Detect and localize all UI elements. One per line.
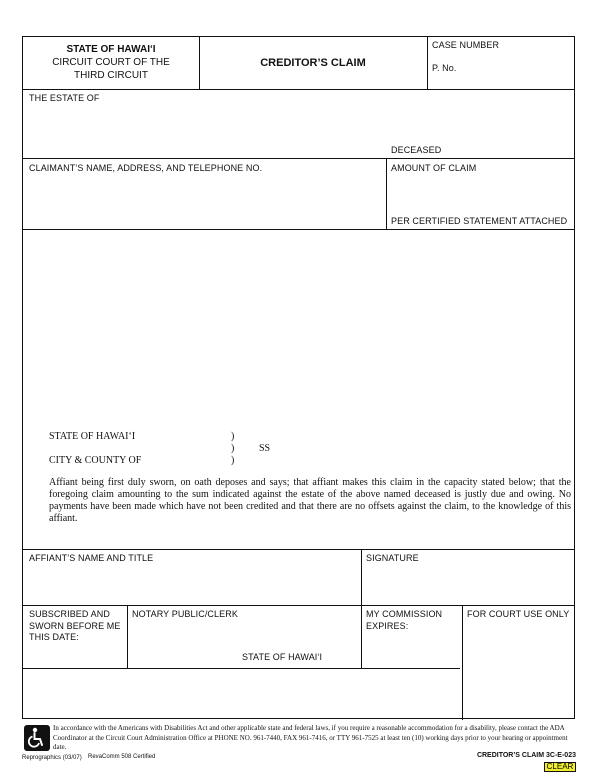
affidavit-paragraph: Affiant being first duly sworn, on oath deposes and says; that affiant makes this claim in the capacity stated below; that the foregoing claim amounting to the sum indicated against the estate of the above named deceased is justly due and owing. No payments have been made which have not been credited and that there are no offsets against the claim, to the knowledge of this affiant. [49, 477, 571, 524]
divider [386, 158, 387, 229]
divider [462, 605, 463, 720]
amount-of-claim-label: AMOUNT OF CLAIM [391, 163, 477, 173]
affiant-name-label: AFFIANT’S NAME AND TITLE [29, 553, 154, 563]
divider [127, 605, 128, 668]
deceased-label: DECEASED [391, 145, 442, 155]
signature-label: SIGNATURE [366, 553, 419, 563]
divider [23, 605, 574, 606]
notary-label: NOTARY PUBLIC/CLERK [132, 609, 238, 619]
clear-button[interactable]: CLEAR [544, 762, 576, 772]
estate-of-label: THE ESTATE OF [29, 93, 100, 103]
affidavit-county: CITY & COUNTY OF [49, 455, 142, 466]
case-number-field[interactable]: P. No. [432, 63, 457, 73]
divider [23, 549, 574, 550]
ss-label: SS [259, 443, 271, 454]
form-id: CREDITOR’S CLAIM 3C-E-023 [476, 752, 576, 759]
paren: ) [231, 443, 235, 454]
wheelchair-accessibility-icon [24, 725, 50, 751]
court-line-2: THIRD CIRCUIT [74, 70, 148, 81]
divider [23, 229, 574, 230]
commission-label: MY COMMISSION EXPIRES: [366, 609, 443, 631]
revacomm-label: RevaComm 508 Certified [88, 754, 156, 760]
subscribed-label: SUBSCRIBED AND SWORN BEFORE ME THIS DATE: [29, 609, 121, 642]
notary-state-label: STATE OF HAWAI‘I [242, 652, 323, 662]
court-header [23, 37, 199, 89]
divider [23, 158, 574, 159]
paren: ) [231, 455, 235, 466]
form-title-text: CREDITOR’S CLAIM [260, 57, 366, 69]
court-line-1: CIRCUIT COURT OF THE [52, 57, 170, 68]
reprographics-label: Reprographics (03/07) [22, 755, 82, 761]
per-certified-label: PER CERTIFIED STATEMENT ATTACHED [391, 216, 568, 226]
case-number-label: CASE NUMBER [432, 40, 500, 50]
court-use-label: FOR COURT USE ONLY [467, 609, 570, 619]
affidavit-state: STATE OF HAWAI‘I [49, 431, 136, 442]
form-title [199, 37, 427, 89]
ada-notice: In accordance with the Americans with Disabilities Act and other applicable state and federal laws, if you require a reasonable accommodation for a disability, please contact the ADA Coordinator at the Circuit Court Administration Office at PHONE NO. 961-7440, FAX 961-7416, or TTY 961-7525 at least ten (10) working days prior to your hearing or appointment date. [53, 724, 568, 751]
divider [23, 89, 574, 90]
divider [23, 668, 460, 669]
paren: ) [231, 431, 235, 442]
creditors-claim-form [22, 36, 575, 719]
claimant-label: CLAIMANT’S NAME, ADDRESS, AND TELEPHONE NO. [29, 163, 263, 173]
state-title: STATE OF HAWAI‘I [66, 44, 156, 55]
divider [427, 37, 428, 89]
divider [361, 549, 362, 668]
